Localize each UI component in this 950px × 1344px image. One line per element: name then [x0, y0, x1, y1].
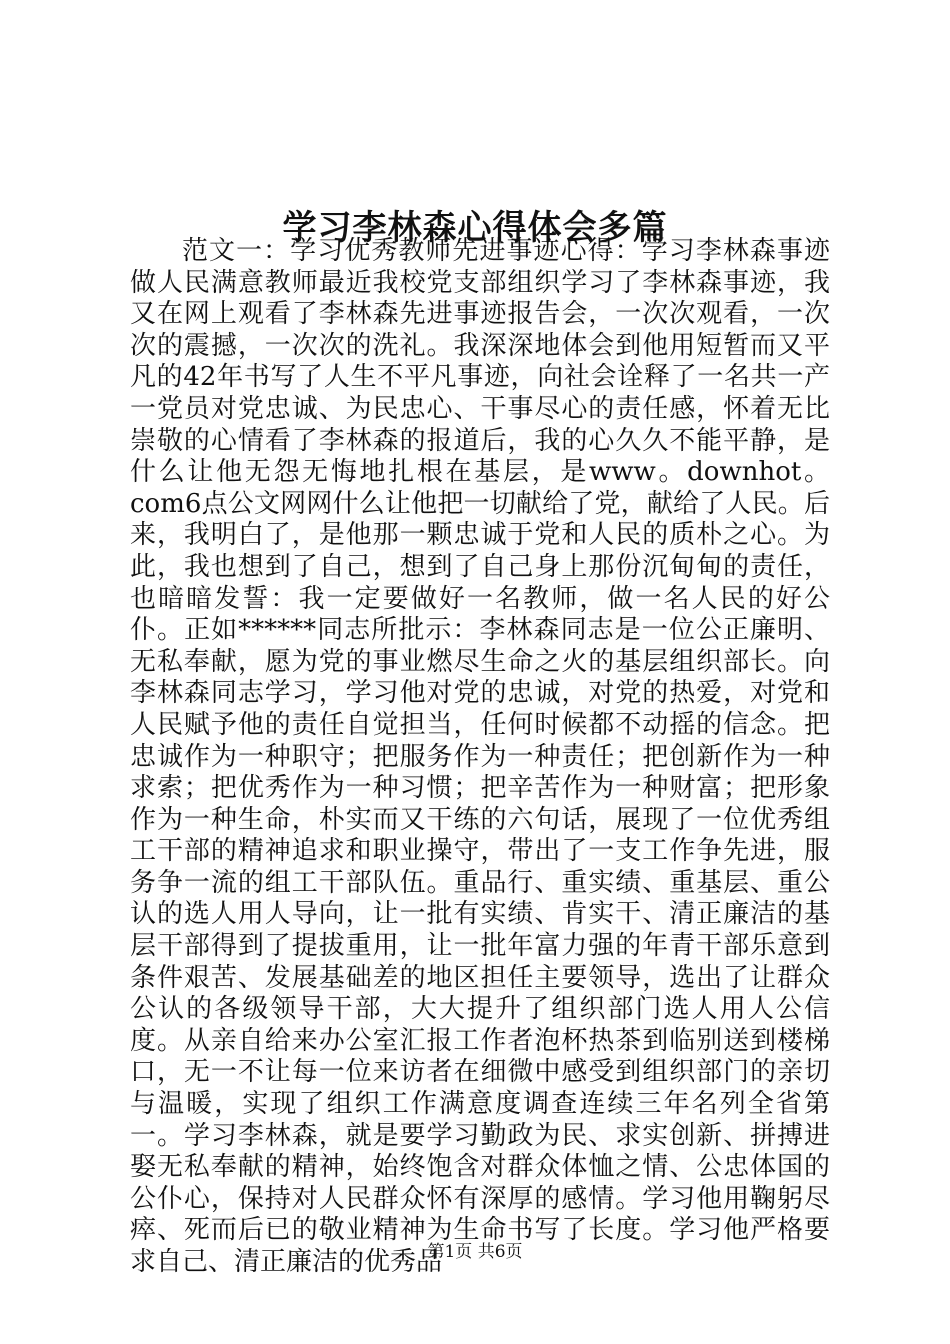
body-paragraph: 范文一：学习优秀教师先进事迹心得：学习李林森事迹做人民满意教师最近我校党支部组织学习了李林森事迹，我又在网上观看了李林森先进事迹报告会，一次次观看，一次次的震撼，一次次的洗礼。我深深地体会到他用短暂而又平凡的42年书写了人生不平凡事迹，向社会诠释了一名共一产一党员对党忠诚、为民忠心、干事尽心的责任感，怀着无比崇敬的心情看了李林森的报道后，我的心久久不能平静，是什么让他无怨无悔地扎根在基层，是www。downhot。com6点公文网网什么让他把一切献给了党，献给了人民。后来，我明白了，是他那一颗忠诚于党和人民的质朴之心。为此，我也想到了自己，想到了自己身上那份沉甸甸的责任，也暗暗发誓：我一定要做好一名教师，做一名人民的好公仆。正如******同志所批示：李林森同志是一位公正廉明、无私奉献，愿为党的事业燃尽生命之火的基层组织部长。向李林森同志学习，学习他对党的忠诚，对党的热爱，对党和人民赋予他的责任自觉担当，任何时候都不动摇的信念。把忠诚作为一种职守；把服务作为一种责任；把创新作为一种求索；把优秀作为一种习惯；把辛苦作为一种财富；把形象作为一种生命，朴实而又干练的六句话，展现了一位优秀组工干部的精神追求和职业操守，带出了一支工作争先进，服务争一流的组工干部队伍。重品行、重实绩、重基层、重公认的选人用人导向，让一批有实绩、肯实干、清正廉洁的基层干部得到了提拔重用，让一批年富力强的年青干部乐意到条件艰苦、发展基础差的地区担任主要领导，选出了让群众公认的各级领导干部，大大提升了组织部门选人用人公信度。从亲自给来办公室汇报工作者泡杯热茶到临别送到楼梯口，无一不让每一位来访者在细微中感受到组织部门的亲切与温暖，实现了组织工作满意度调查连续三年名列全省第一。学习李林森，就是要学习勤政为民、求实创新、拼搏进娶无私奉献的精神，始终饱含对群众体恤之情、公忠体国的公仆心，保持对人民群众怀有深厚的感情。学习他用鞠躬尽瘁、死而后已的敬业精神为生命书写了长度。学习他严格要求自己、清正廉洁的优秀品 — [130, 236, 830, 1277]
page-footer: 第1页 共6页 — [427, 1242, 523, 1262]
document-title: 学习李林森心得体会多篇 — [282, 207, 668, 248]
